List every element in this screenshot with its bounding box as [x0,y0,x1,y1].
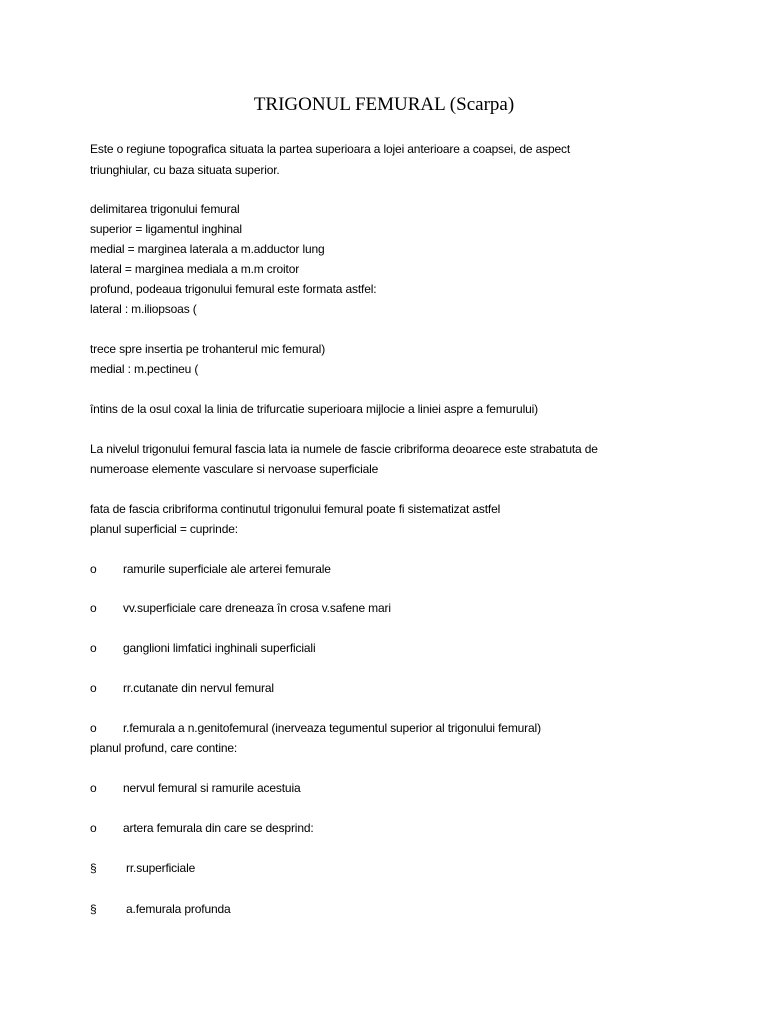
list-item-text: r.femurala a n.genitofemural (inerveaza tegumentul superior al trigonului femural) [123,721,541,735]
floor-medial: medial : m.pectineu ( [90,362,199,376]
bullet-mark: o [90,681,97,695]
delimitation-medial: medial = marginea laterala a m.adductor lung [90,242,325,256]
delimitation-lateral: lateral = marginea mediala a m.m croitor [90,262,300,276]
intro-line-2: triunghiular, cu baza situata superior. [90,163,280,177]
list-item-text: artera femurala din care se desprind: [123,821,314,835]
content-intro-line: fata de fascia cribriforma continutul trigonului femural poate fi sistematizat astfel [90,502,501,516]
intro-line-1: Este o regiune topografica situata la partea superioara a lojei anterioare a coapsei, de aspect [90,142,571,156]
list-item-text: ramurile superficiale ale arterei femurale [123,562,331,576]
section-mark: § [90,861,97,875]
document-title: TRIGONUL FEMURAL (Scarpa) [253,94,515,115]
floor-lateral: lateral : m.iliopsoas ( [90,302,197,316]
delimitation-superior: superior = ligamentul inghinal [90,222,242,236]
delimitation-profund: profund, podeaua trigonului femural este formata astfel: [90,282,377,296]
list-item-text: a.femurala profunda [126,902,231,916]
section-mark: § [90,902,97,916]
bullet-mark: o [90,781,97,795]
pectineu-continuation: întins de la osul coxal la linia de trifurcatie superioara mijlocie a liniei aspre a femurului) [90,402,538,416]
bullet-mark: o [90,721,97,735]
delimitation-heading: delimitarea trigonului femural [90,202,240,216]
list-item-text: rr.superficiale [126,861,196,875]
bullet-mark: o [90,821,97,835]
list-item-text: ganglioni limfatici inghinali superficiali [123,641,316,655]
deep-plan-heading: planul profund, care contine: [90,741,238,755]
bullet-mark: o [90,641,97,655]
iliopsoas-continuation: trece spre insertia pe trohanterul mic femural) [90,342,326,356]
superficial-plan-heading: planul superficial = cuprinde: [90,522,238,536]
list-item-text: vv.superficiale care dreneaza în crosa v.safene mari [123,601,391,615]
list-item-text: rr.cutanate din nervul femural [123,681,274,695]
bullet-mark: o [90,601,97,615]
fascia-line-1: La nivelul trigonului femural fascia lata ia numele de fascie cribriforma deoarece este strabatuta de [90,442,598,456]
list-item-text: nervul femural si ramurile acestuia [123,781,301,795]
fascia-line-2: numeroase elemente vasculare si nervoase superficiale [90,462,379,476]
bullet-mark: o [90,562,97,576]
